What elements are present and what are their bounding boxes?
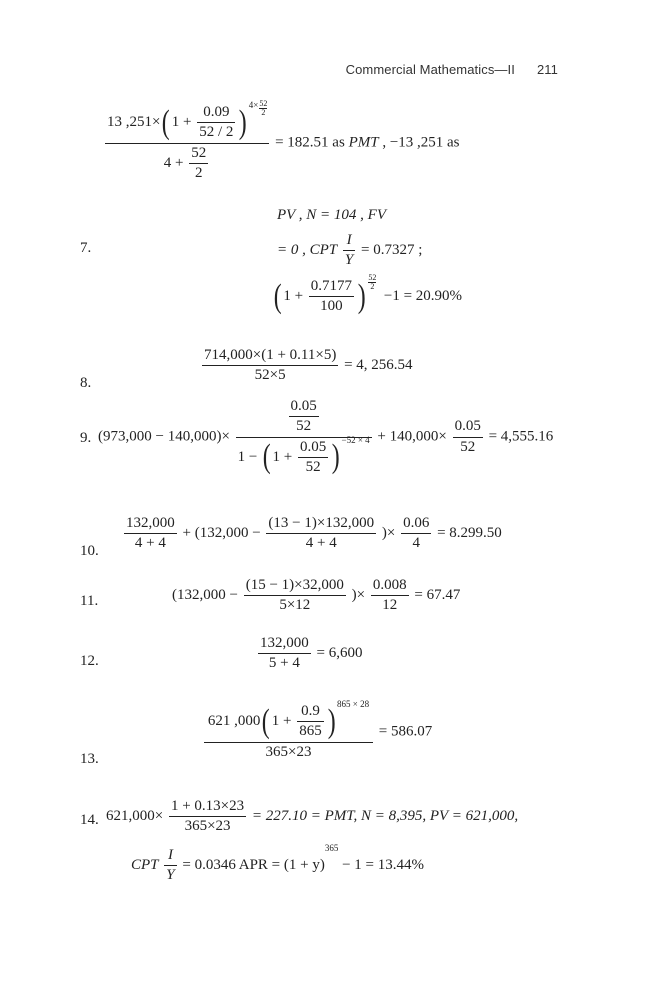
equation-7-line2: = 0 , CPT $\frac{I}{Y}$ = 0.7327 ;	[277, 232, 423, 269]
item-number: 11.	[80, 593, 99, 609]
item-number: 9.	[80, 430, 92, 446]
item-number: 12.	[80, 653, 99, 669]
equation-11: (132,000 − $\frac{(15 - 1)\times 32,000}{5\times 12}$ )× $\frac{0.008}{12}$ = 67.47	[172, 577, 461, 614]
page-number: 211	[536, 62, 558, 77]
item-number: 13.	[80, 751, 99, 767]
item-number: 10.	[80, 543, 99, 559]
equation-10: $\frac{132,000}{4 + 4}$ + (132,000 − $\frac{(13 - 1)\times 132,000}{4 + 4}$ )× $\frac{0.06}{4}$ = 8.299.50	[126, 515, 502, 552]
equation-14-line2: CPT $\frac{I}{Y}$ = 0.0346 APR = $(1 + y)^{365} - 1 = 13.44\%$	[131, 843, 425, 884]
equation-7-line1: PV , N = 104 , FV	[277, 207, 387, 223]
equation-14-line1: 621,000× $\frac{1 + 0.13\times 23}{365\times 23}$ = 227.10 = PMT, N = 8,395, PV = 621,000,	[106, 798, 519, 835]
header-title: Commercial Mathematics—II	[345, 62, 515, 77]
equation-12: $\frac{132,000}{5 + 4}$ = 6,600	[260, 635, 363, 672]
item-number: 8.	[80, 375, 92, 391]
equation-a: 13 ,251×( 1 + $\frac{0.09}{52 / 2}$ ) $^{4\times \frac{52}{2}}$ 4 + $\frac{52}{2}$ = 182.51 as PMT , −13 ,251 as	[107, 99, 460, 181]
equation-8: $\frac{714,000\times(1 + 0.11\times 5)}{52\times 5}$ = 4, 256.54	[204, 347, 413, 384]
equation-7-line3: ( 1 + $\frac{0.7177}{100}$ ) $^{\frac{52}{2}}$ −1 = 20.90%	[273, 273, 463, 315]
fraction-a: 13 ,251×( 1 + $\frac{0.09}{52 / 2}$ ) $^{4\times \frac{52}{2}}$ 4 + $\frac{52}{2}$	[107, 99, 268, 181]
equation-9: (973,000 − 140,000)× $\frac{0.05}{52}$ 1 − ( 1 + $\frac{0.05}{52}$ ) $^{-52 \times 4}$ + 140,000× $\frac{0.05}{52}$ = 4,555.16	[98, 398, 554, 476]
item-number: 7.	[80, 240, 92, 256]
item-number: 14.	[80, 812, 99, 828]
equation-13: 621 ,000( 1 + $\frac{0.9}{865}$ ) $^{865 \times 28}$ 365×23 = 586.07	[202, 703, 432, 761]
running-header	[346, 62, 558, 77]
